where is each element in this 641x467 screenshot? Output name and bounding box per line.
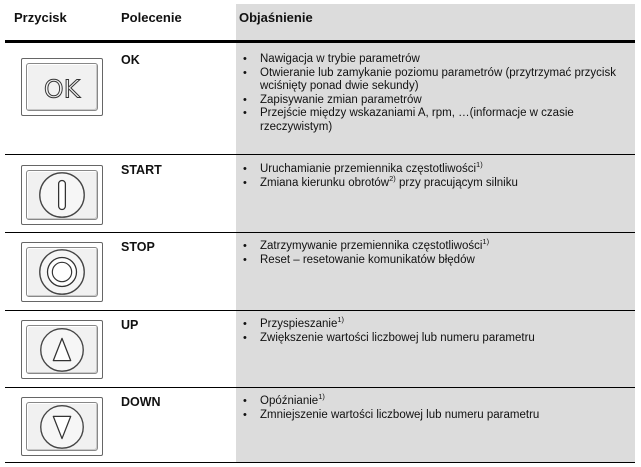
list-item: • Zmniejszenie wartości liczbowej lub numeru parametru	[239, 409, 631, 423]
command-stop: STOP	[121, 240, 155, 254]
command-start: START	[121, 163, 162, 177]
start-key-icon	[21, 165, 103, 225]
table-row	[5, 43, 635, 154]
list-item: • Zatrzymywanie przemiennika częstotliwości$^{1)}$	[239, 240, 631, 254]
header-command: Polecenie	[121, 10, 182, 25]
list-item: • Zmiana kierunku obrotów$^{2)}$ przy pracującym silniku	[239, 177, 631, 191]
ok-key-icon	[21, 58, 103, 116]
list-item: • Nawigacja w trybie parametrów	[239, 53, 631, 67]
header-explanation: Objaśnienie	[239, 10, 313, 25]
up-arrow-key-icon	[21, 320, 103, 379]
command-down: DOWN	[121, 395, 161, 409]
explanation-down	[239, 392, 631, 422]
stop-key-icon	[21, 242, 103, 302]
command-ok: OK	[121, 53, 140, 67]
table-row	[5, 311, 635, 387]
command-up: UP	[121, 318, 139, 332]
table-row	[5, 233, 635, 310]
list-item: • Otwieranie lub zamykanie poziomu parametrów (przytrzymać przycisk wciśnięty ponad dwie sekundy)	[239, 67, 631, 94]
explanation-start	[239, 160, 631, 190]
header-button: Przycisk	[14, 10, 67, 25]
list-item: • Zapisywanie zmian parametrów	[239, 94, 631, 108]
explanation-stop	[239, 237, 631, 267]
explanation-ok	[239, 53, 631, 134]
list-item: • Przyspieszanie$^{1)}$	[239, 318, 631, 332]
table-row	[5, 388, 635, 462]
list-item: • Uruchamianie przemiennika częstotliwości$^{1)}$	[239, 163, 631, 177]
table-row	[5, 155, 635, 232]
list-item: • Zwiększenie wartości liczbowej lub numeru parametru	[239, 332, 631, 346]
list-item: • Opóźnianie$^{1)}$	[239, 395, 631, 409]
list-item: • Reset – resetowanie komunikatów błędów	[239, 254, 631, 268]
list-item: • Przejście między wskazaniami A, rpm, …(informacje w czasie rzeczywistym)	[239, 107, 631, 134]
down-arrow-key-icon	[21, 397, 103, 456]
row-divider	[5, 462, 635, 463]
ok-key-label: OK	[43, 74, 81, 104]
explanation-up	[239, 315, 631, 345]
